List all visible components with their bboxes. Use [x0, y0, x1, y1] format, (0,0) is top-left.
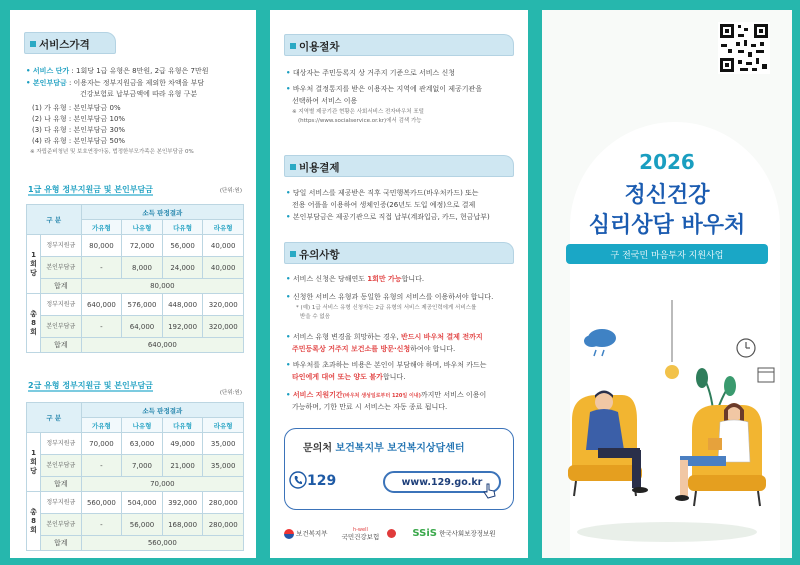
table-row-label: 합계 [41, 338, 82, 353]
table-cell: 640,000 [81, 338, 243, 353]
table-cell: 8,000 [122, 257, 163, 279]
table-cell: 56,000 [122, 514, 163, 536]
table-cell: 63,000 [122, 433, 163, 455]
table-row-label: 본인부담금 [41, 514, 82, 536]
notice-item-1: • 서비스 신청은 당해연도 1회만 가능합니다. [286, 275, 425, 283]
cover-title-line1: 정신건강 [624, 183, 710, 208]
table-cell: - [81, 316, 122, 338]
table-cell: - [81, 514, 122, 536]
copay-type-4: (4) 라 유형 : 본인부담금 50% [32, 137, 126, 145]
table1-col-da: 다유형 [162, 220, 203, 235]
table2-group1-label: 1회당 [27, 433, 41, 492]
mohw-logo-icon [284, 529, 294, 539]
table-row-label: 합계 [41, 536, 82, 551]
floor-rug [577, 522, 757, 542]
procedure-note-1: ※ 지역별 제공기관 현황은 사회서비스 전자바우처 포털 [292, 109, 424, 115]
copay-type-2: (2) 나 유형 : 본인부담금 10% [32, 115, 126, 123]
table-cell: 35,000 [203, 433, 244, 455]
table2-unit: (단위:원) [219, 390, 242, 396]
payment-item-2: • 본인부담금은 제공기관으로 직접 납부(계좌입금, 카드, 현금납부) [286, 213, 490, 221]
table1-header-income: 소득 판정결과 [81, 205, 243, 220]
notice-item-5b: 가능하며, 기한 만료 시 서비스는 자동 종료 됩니다. [292, 403, 448, 411]
table-row-label: 정부지원금 [41, 294, 82, 316]
table2-title: 2급 유형 정부지원금 및 본인부담금 [28, 381, 153, 390]
square-bullet-icon [30, 41, 36, 47]
table-cell: 280,000 [203, 514, 244, 536]
table-cell: 7,000 [122, 455, 163, 477]
notice-item-4: • 바우처를 초과하는 비용은 본인이 부담해야 하며, 바우처 카드는 [286, 361, 487, 369]
table2 [26, 402, 244, 551]
table-row-label: 합계 [41, 477, 82, 492]
table2-col-da: 다유형 [162, 418, 203, 433]
website-link[interactable]: www.129.go.kr [383, 471, 501, 493]
table-cell: 504,000 [122, 492, 163, 514]
notice-item-5: • 서비스 지원기간(바우처 생성일로부터 120일 이내)까지만 서비스 이용이 [286, 391, 487, 399]
table-cell: 560,000 [81, 492, 122, 514]
notice-item-3: • 서비스 유형 변경을 희망하는 경우, 반드시 바우처 결제 전까지 [286, 333, 483, 341]
notice-item-3b: 주민등록상 거주지 보건소를 방문·신청하여야 합니다. [292, 345, 456, 353]
cover-subtitle: 구 전국민 마음투자 지원사업 [566, 244, 768, 264]
table1 [26, 204, 244, 353]
table-cell: 192,000 [162, 316, 203, 338]
ssis-mark: SSiS [412, 528, 437, 539]
table1-group2-label: 총8회 [27, 294, 41, 353]
footer-logos [284, 526, 520, 541]
table2-col-na: 나유형 [122, 418, 163, 433]
table1-title: 1급 유형 정부지원금 및 본인부담금 [28, 185, 153, 194]
table-cell: 40,000 [203, 235, 244, 257]
qr-code-icon[interactable] [718, 22, 770, 74]
section-title-service-price: 서비스가격 [24, 32, 116, 54]
section-title-notice: 유의사항 [284, 242, 514, 264]
procedure-note-2: (https://www.socialservice.or.kr)에서 검색 가능 [298, 118, 422, 124]
table-cell: 24,000 [162, 257, 203, 279]
table-cell: 80,000 [81, 279, 243, 294]
table-cell: 56,000 [162, 235, 203, 257]
square-bullet-icon [290, 251, 296, 257]
notice-item-2: • 신청한 서비스 유형과 동일한 유형의 서비스를 이용하셔야 합니다. [286, 293, 494, 301]
table-cell: 70,000 [81, 433, 122, 455]
price-panel [10, 10, 256, 558]
table2-group2-label: 총8회 [27, 492, 41, 551]
table1-col-ga: 가유형 [81, 220, 122, 235]
section-title-procedure: 이용절차 [284, 34, 514, 56]
payment-item-1: • 당일 서비스를 제공받은 직후 국민행복카드(바우처카드) 또는 [286, 189, 479, 197]
ssis-logo: 한국사회보장정보원 [439, 529, 496, 538]
table1-col-na: 나유형 [122, 220, 163, 235]
hanging-lamp-icon [665, 300, 679, 379]
square-bullet-icon [290, 164, 296, 170]
section-title-payment: 비용결제 [284, 155, 514, 177]
phone-number[interactable]: 129 [307, 473, 337, 489]
nhis-logo: h-well 국민건강보험 [341, 527, 380, 541]
cover-title-line2: 심리상담 바우처 [588, 213, 746, 238]
table-cell: 640,000 [81, 294, 122, 316]
table-cell: 21,000 [162, 455, 203, 477]
nhis-logo-icon [387, 529, 396, 538]
contact-title: 문의처 보건복지부 보건복지상담센터 [303, 443, 465, 454]
rain-cloud-icon [584, 329, 616, 356]
copay-line-2: 건강보험료 납부금액에 따라 유형 구분 [80, 90, 198, 98]
table1-unit: (단위:원) [219, 188, 242, 194]
copay-line: • 본인부담금 : 이용자는 정부지원금을 제외한 차액을 부담 [26, 79, 205, 87]
table-cell: 49,000 [162, 433, 203, 455]
notice-note-2: 받을 수 없음 [300, 314, 331, 320]
table-cell: 35,000 [203, 455, 244, 477]
table2-col-ra: 라유형 [203, 418, 244, 433]
table-cell: 40,000 [203, 257, 244, 279]
table-row-label: 정부지원금 [41, 492, 82, 514]
table-row-label: 정부지원금 [41, 235, 82, 257]
table-cell: - [81, 455, 122, 477]
copay-type-3: (3) 다 유형 : 본인부담금 30% [32, 126, 126, 134]
table-cell: 576,000 [122, 294, 163, 316]
phone-icon [289, 471, 307, 489]
table2-col-ga: 가유형 [81, 418, 122, 433]
table-cell: 80,000 [81, 235, 122, 257]
table1-col-ra: 라유형 [203, 220, 244, 235]
table1-header-group: 구 분 [27, 205, 82, 235]
table-row-label: 정부지원금 [41, 433, 82, 455]
payment-item-1b: 전용 어플을 이용하여 생체인증(26년도 도입 예정)으로 결제 [292, 201, 476, 209]
table2-header-group: 구 분 [27, 403, 82, 433]
notice-note-1: * (예) 1급 서비스 유형 신청자는 2급 유형의 서비스 제공인력에게 서비스를 [296, 305, 477, 311]
table-cell: - [81, 257, 122, 279]
procedure-item-2b: 선택하여 서비스 이용 [292, 97, 358, 105]
contact-box [284, 428, 514, 510]
table-cell: 280,000 [203, 492, 244, 514]
table-row-label: 본인부담금 [41, 455, 82, 477]
cover-year: 2026 [639, 150, 695, 174]
mohw-logo: 보건복지부 [296, 529, 328, 538]
copay-note: ※ 자립준비청년 및 보호연장아동, 법정한부모가족은 본인부담금 0% [30, 149, 194, 155]
square-bullet-icon [290, 43, 296, 49]
procedure-item-1: • 대상자는 주민등록지 상 거주지 기준으로 서비스 신청 [286, 69, 456, 77]
pointer-hand-icon [483, 483, 497, 499]
table-cell: 70,000 [81, 477, 243, 492]
table-row-label: 본인부담금 [41, 316, 82, 338]
procedure-item-2: • 바우처 결정통지를 받은 이용자는 지역에 관계없이 제공기관을 [286, 85, 483, 93]
copay-type-1: (1) 가 유형 : 본인부담금 0% [32, 104, 121, 112]
table-cell: 320,000 [203, 294, 244, 316]
unit-price-line: • 서비스 단가 : 1회당 1급 유형은 8만원, 2급 유형은 7만원 [26, 67, 209, 75]
table-cell: 168,000 [162, 514, 203, 536]
cover-panel [542, 10, 792, 558]
table-cell: 64,000 [122, 316, 163, 338]
table-cell: 560,000 [81, 536, 243, 551]
table-row-label: 본인부담금 [41, 257, 82, 279]
table2-header-income: 소득 판정결과 [81, 403, 243, 418]
wall-clock-icon [737, 339, 755, 357]
calendar-icon [758, 368, 774, 382]
table-row-label: 합계 [41, 279, 82, 294]
guide-panel [270, 10, 528, 558]
notice-item-4b: 타인에게 대여 또는 양도 불가합니다. [292, 373, 406, 381]
table-cell: 448,000 [162, 294, 203, 316]
table-cell: 392,000 [162, 492, 203, 514]
table-cell: 320,000 [203, 316, 244, 338]
counseling-illustration [562, 300, 782, 550]
table-cell: 72,000 [122, 235, 163, 257]
table1-group1-label: 1회당 [27, 235, 41, 294]
